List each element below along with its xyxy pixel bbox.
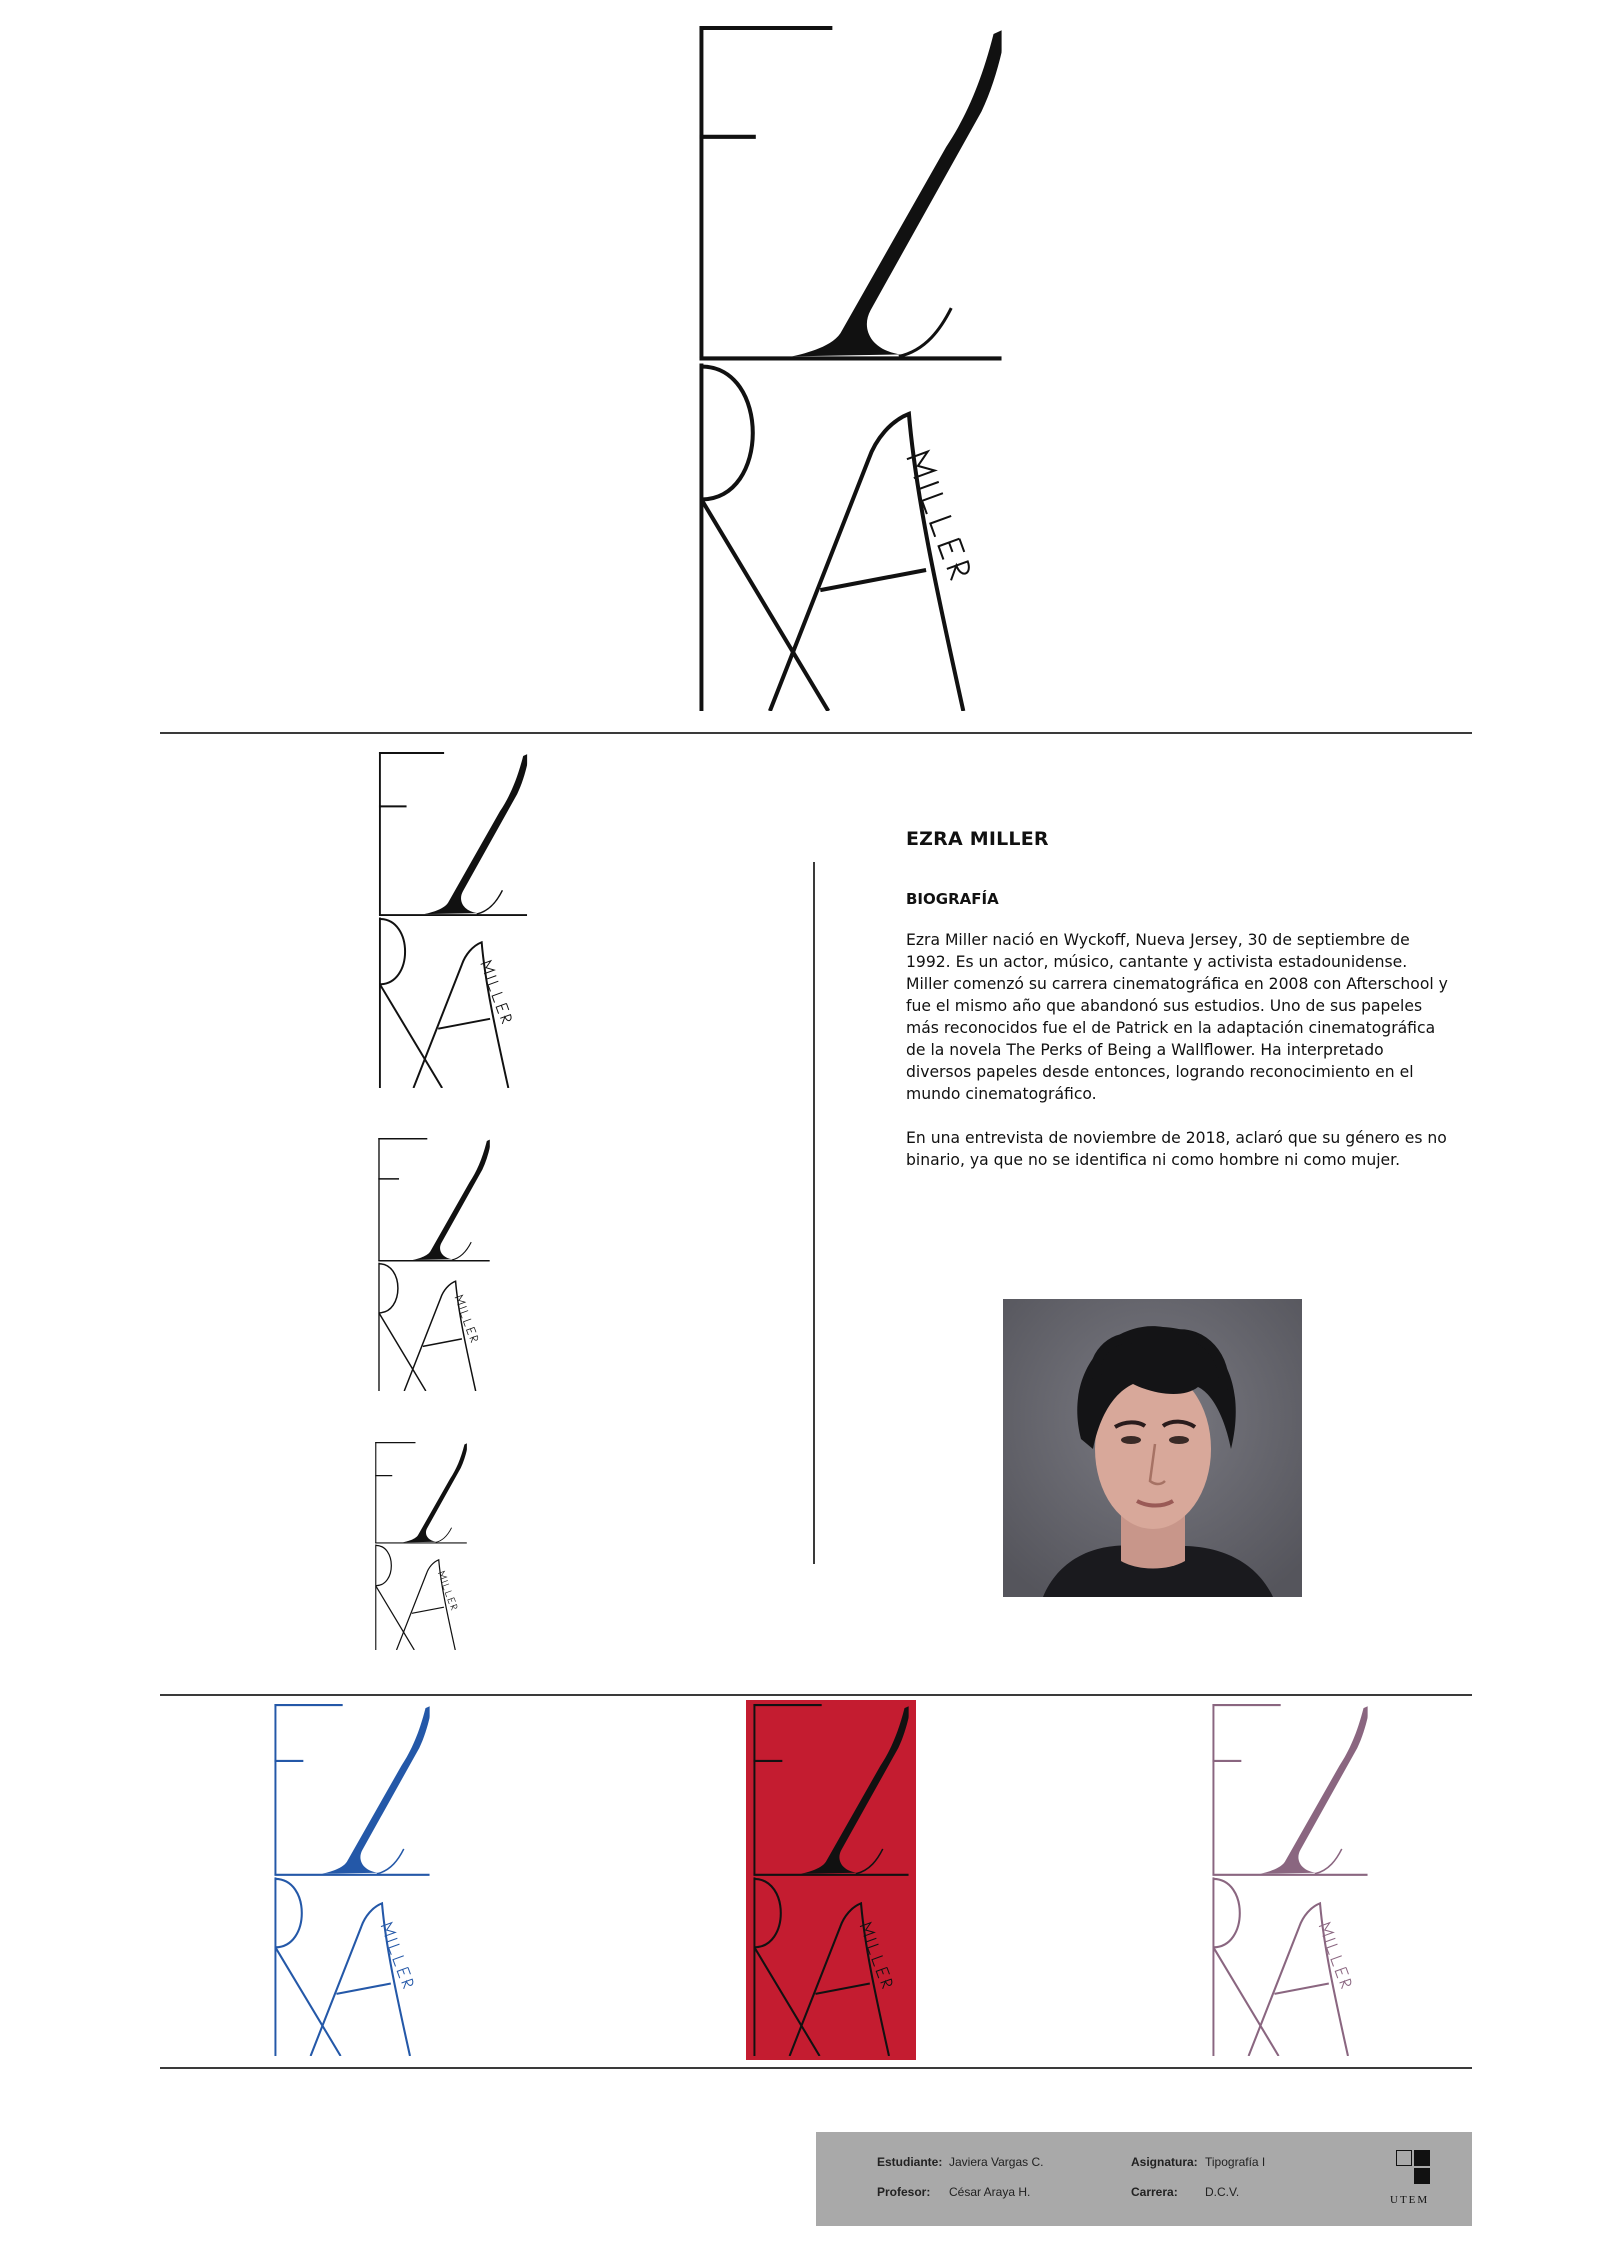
subject-value: Tipografía I: [1205, 2155, 1266, 2169]
logo-color-red: [753, 1704, 909, 2056]
utem-logo-icon: [1396, 2150, 1430, 2184]
student-value: Javiera Vargas C.: [949, 2155, 1044, 2169]
logo-size-medium: [378, 1138, 490, 1391]
bio-heading: BIOGRAFÍA: [906, 890, 999, 908]
divider-top: [160, 732, 1472, 734]
career-label: Carrera:: [1131, 2185, 1178, 2199]
professor-label: Profesor:: [877, 2185, 931, 2199]
subject-label: Asignatura:: [1131, 2155, 1198, 2169]
portrait-photo: [1003, 1299, 1302, 1597]
divider-bottom: [160, 2067, 1472, 2069]
bio-body: [906, 929, 1451, 1193]
utem-logo-text: UTEM: [1390, 2194, 1430, 2206]
column-divider: [813, 862, 815, 1564]
bio-name: EZRA MILLER: [906, 828, 1049, 850]
logo-size-large: [378, 752, 528, 1088]
career-value: D.C.V.: [1205, 2185, 1240, 2199]
professor-value: César Araya H.: [949, 2185, 1031, 2199]
logo-size-small: [374, 1442, 468, 1650]
main-logo: [698, 26, 1003, 711]
logo-color-blue: [274, 1704, 430, 2056]
bio-paragraph-1: Ezra Miller nació en Wyckoff, Nueva Jersey, 30 de septiembre de 1992. Es un actor, músico, cantante y activista estadounidense. Miller comenzó su carrera cinematográfica en 2008 con Afterschool y fue el mismo año que abandonó sus estudios. Uno de sus papeles más reconocidos fue el de Patrick en la adaptación cinematográfica de la novela The Perks of Being a Wallflower. Ha interpretado diversos papeles desde entonces, logrando reconocimiento en el mundo cinematográfico.: [906, 931, 1448, 1103]
bio-paragraph-2: En una entrevista de noviembre de 2018, aclaró que su género es no binario, ya que no se identifica ni como hombre ni como mujer.: [906, 1129, 1447, 1169]
logo-color-mauve: [1212, 1704, 1368, 2056]
divider-middle: [160, 1694, 1472, 1696]
credits-footer: [816, 2132, 1472, 2226]
student-label: Estudiante:: [877, 2155, 943, 2169]
